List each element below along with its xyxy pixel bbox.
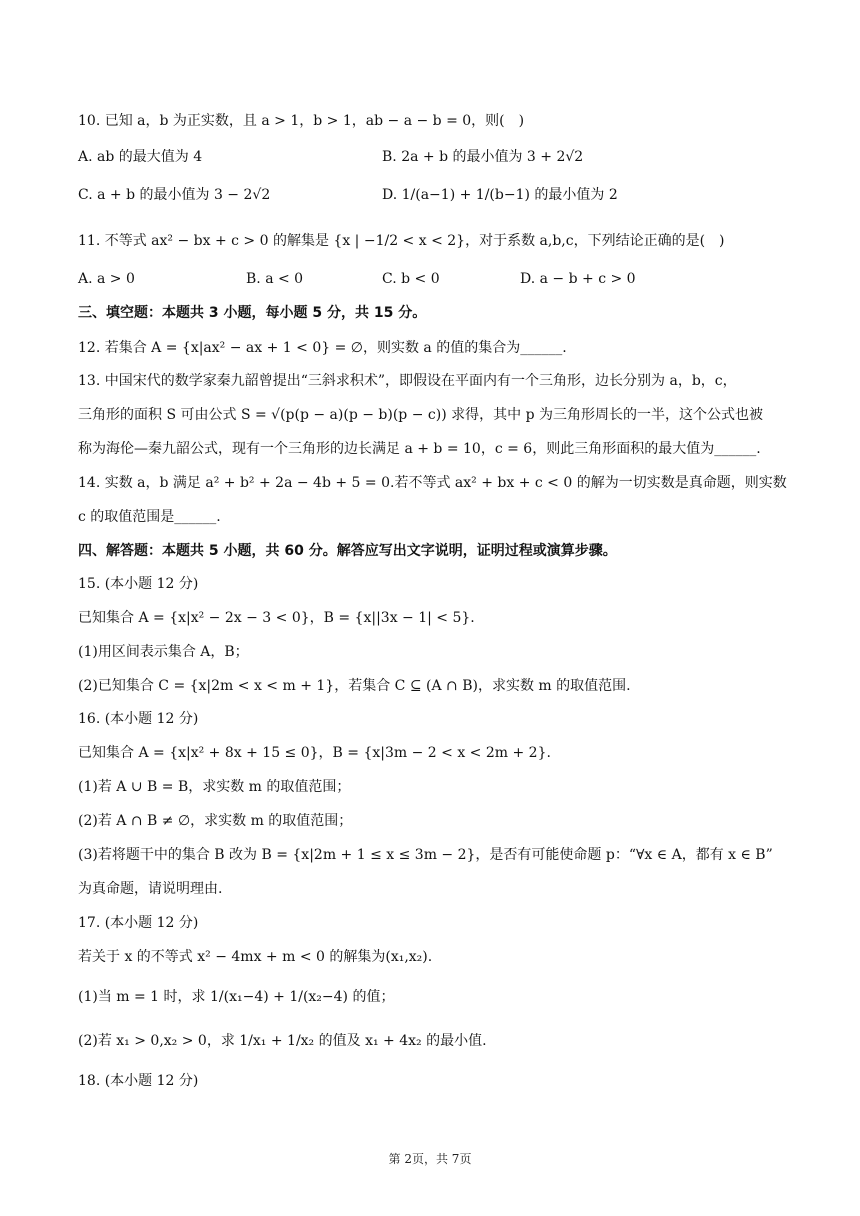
q13-line-2: 三角形的面积 S 可由公式 S = √(p(p − a)(p − b)(p − c)) 求得，其中 p 为三角形周长的一半，这个公式也被 — [78, 407, 763, 423]
q10-option-c: C. a + b 的最小值为 3 − 2√2 — [78, 187, 271, 203]
q16-line-2: (1)若 A ∪ B = B，求实数 m 的取值范围； — [78, 779, 351, 795]
q15-heading: 15. (本小题 12 分) — [78, 576, 199, 592]
q13-line-1: 13. 中国宋代的数学家秦九韶曾提出“三斜求积术”，即假设在平面内有一个三角形，边长分别为 a，b，c， — [78, 373, 737, 389]
q16-heading: 16. (本小题 12 分) — [78, 711, 199, 727]
q11-option-a: A. a > 0 — [78, 271, 135, 287]
q10-option-d: D. 1/(a−1) + 1/(b−1) 的最小值为 2 — [382, 187, 618, 203]
q17-line-2: (1)当 m = 1 时，求 1/(x₁−4) + 1/(x₂−4) 的值； — [78, 989, 395, 1005]
q17-heading: 17. (本小题 12 分) — [78, 915, 199, 931]
q10-option-b: B. 2a + b 的最小值为 3 + 2√2 — [382, 149, 584, 165]
q17-line-3: (2)若 x₁ > 0,x₂ > 0，求 1/x₁ + 1/x₂ 的值及 x₁ + 4x₂ 的最小值. — [78, 1033, 487, 1049]
q14-line-2: c 的取值范围是______. — [78, 509, 221, 525]
q14-line-1: 14. 实数 a，b 满足 a² + b² + 2a − 4b + 5 = 0.若不等式 ax² + bx + c < 0 的解为一切实数是真命题，则实数 — [78, 475, 787, 491]
q16-line-3: (2)若 A ∩ B ≠ ∅，求实数 m 的取值范围； — [78, 813, 353, 829]
q11-option-b: B. a < 0 — [246, 271, 304, 287]
q12: 12. 若集合 A = {x|ax² − ax + 1 < 0} = ∅，则实数 a 的值的集合为______. — [78, 340, 567, 356]
q10-option-a: A. ab 的最大值为 4 — [78, 149, 203, 165]
q16-line-1: 已知集合 A = {x|x² + 8x + 15 ≤ 0}，B = {x|3m − 2 < x < 2m + 2}. — [78, 745, 551, 761]
q18-heading: 18. (本小题 12 分) — [78, 1073, 199, 1089]
section-4-heading: 四、解答题：本题共 5 小题，共 60 分。解答应写出文字说明，证明过程或演算步骤。 — [78, 543, 617, 559]
q11-stem: 11. 不等式 ax² − bx + c > 0 的解集是 {x | −1/2 < x < 2}，对于系数 a,b,c，下列结论正确的是( ) — [78, 233, 725, 249]
q11-option-c: C. b < 0 — [382, 271, 440, 287]
q13-line-3: 称为海伦—秦九韶公式，现有一个三角形的边长满足 a + b = 10，c = 6，则此三角形面积的最大值为______. — [78, 441, 761, 457]
q16-line-5: 为真命题，请说明理由. — [78, 881, 223, 897]
q15-line-1: 已知集合 A = {x|x² − 2x − 3 < 0}，B = {x||3x − 1| < 5}. — [78, 610, 475, 626]
q15-line-3: (2)已知集合 C = {x|2m < x < m + 1}，若集合 C ⊆ (A ∩ B)，求实数 m 的取值范围. — [78, 678, 631, 694]
q17-line-1: 若关于 x 的不等式 x² − 4mx + m < 0 的解集为(x₁,x₂). — [78, 949, 433, 965]
q11-option-d: D. a − b + c > 0 — [520, 271, 636, 287]
section-3-heading: 三、填空题：本题共 3 小题，每小题 5 分，共 15 分。 — [78, 305, 427, 321]
page-footer: 第 2页，共 7页 — [388, 1152, 472, 1166]
q10-stem: 10. 已知 a，b 为正实数，且 a > 1，b > 1，ab − a − b = 0，则( ) — [78, 113, 525, 129]
q15-line-2: (1)用区间表示集合 A，B； — [78, 644, 249, 660]
q16-line-4: (3)若将题干中的集合 B 改为 B = {x|2m + 1 ≤ x ≤ 3m − 2}，是否有可能使命题 p：“∀x ∈ A，都有 x ∈ B” — [78, 847, 773, 863]
